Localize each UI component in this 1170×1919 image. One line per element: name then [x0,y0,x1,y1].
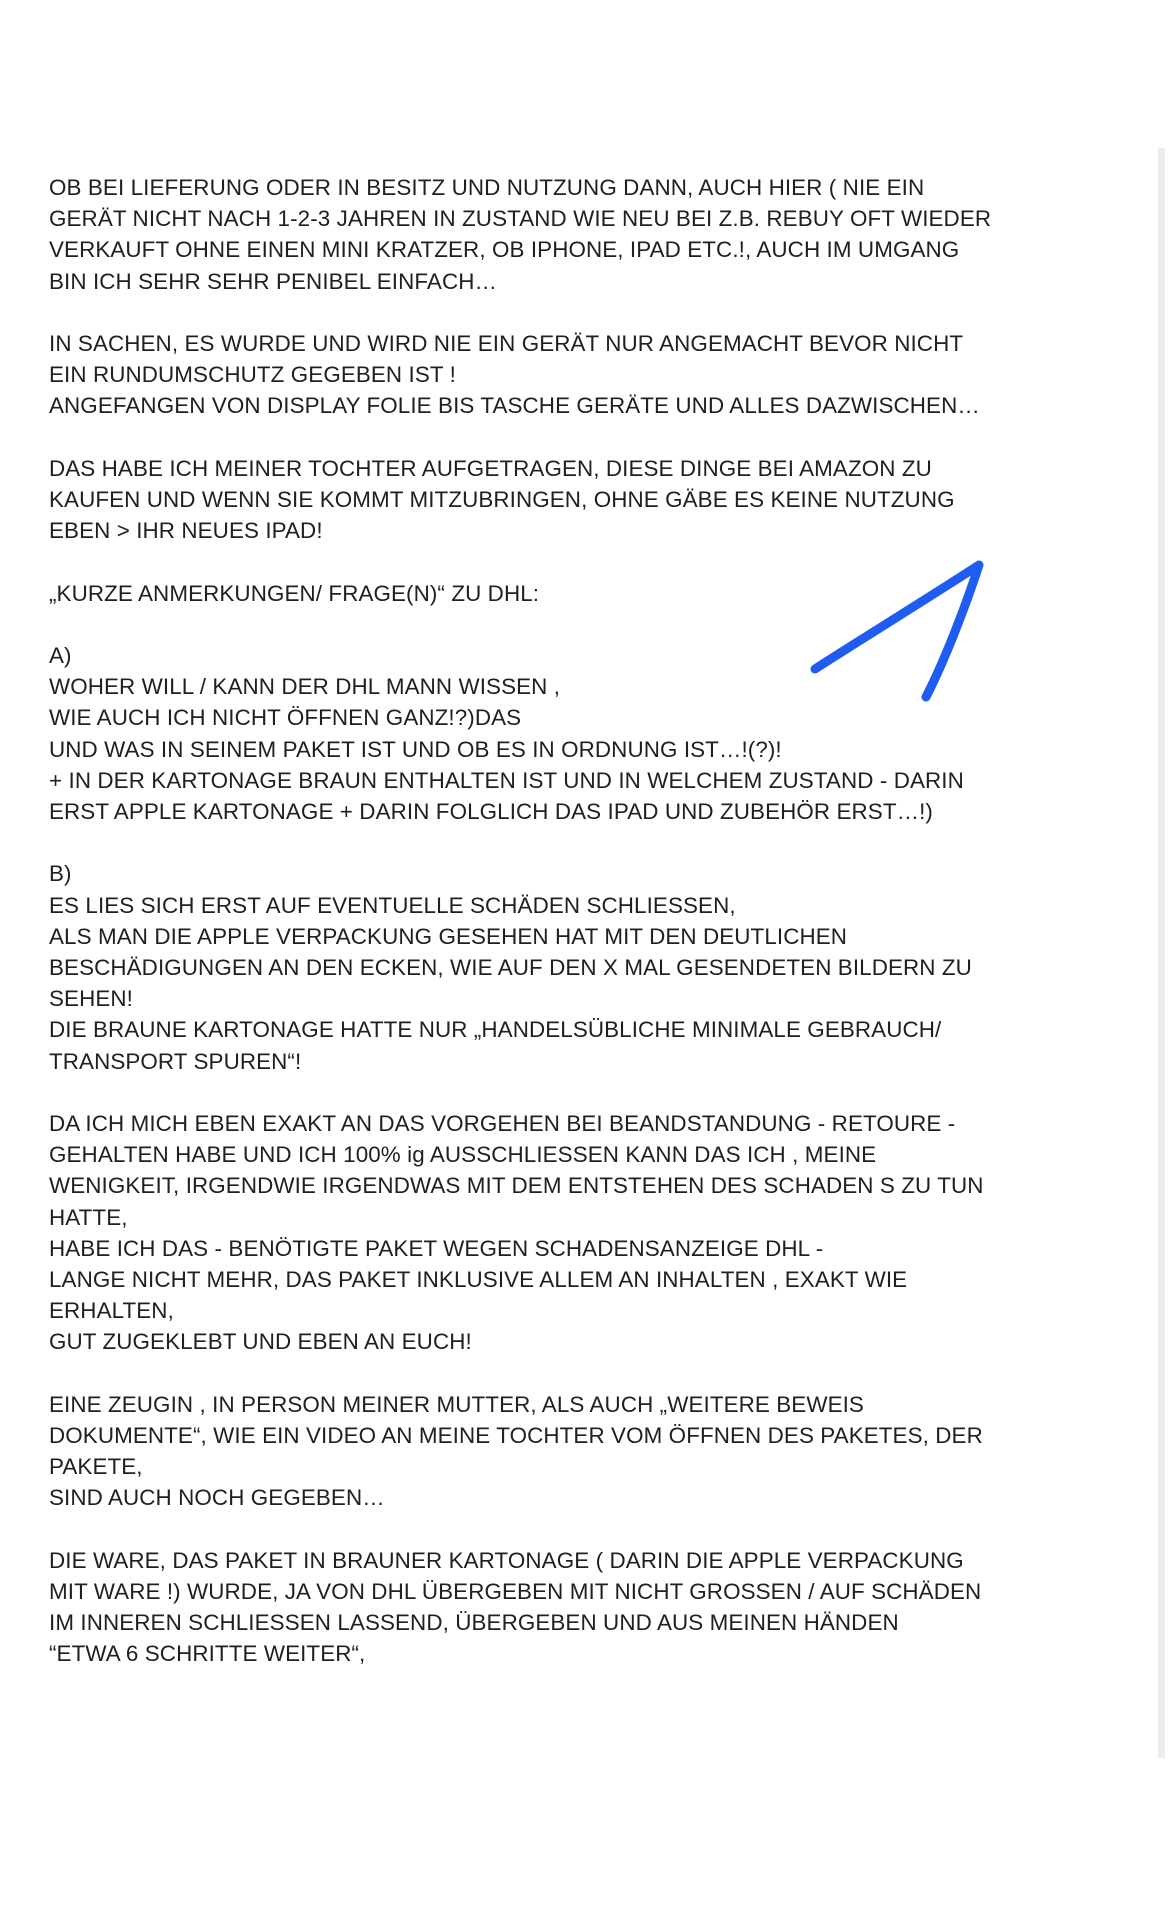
text-line: ALS MAN DIE APPLE VERPACKUNG GESEHEN HAT MIT DEN DEUTLICHEN [49,923,848,949]
text-line: ANGEFANGEN VON DISPLAY FOLIE BIS TASCHE GERÄTE UND ALLES DAZWISCHEN… [49,393,980,419]
paragraph-8 [49,1389,1109,1514]
paragraph-5-point-a [49,640,1109,827]
text-line: IM INNEREN SCHLIESSEN LASSEND, ÜBERGEBEN UND AUS MEINEN HÄNDEN [49,1610,899,1636]
document-body [49,172,1109,1701]
paragraph-6-point-b [49,858,1109,1076]
text-line: ERST APPLE KARTONAGE + DARIN FOLGLICH DAS IPAD UND ZUBEHÖR ERST…!) [49,799,933,824]
text-line: DIE WARE, DAS PAKET IN BRAUNER KARTONAGE ( DARIN DIE APPLE VERPACKUNG [49,1547,964,1573]
text-line: VERKAUFT OHNE EINEN MINI KRATZER, OB IPHONE, IPAD ETC.!, AUCH IM UMGANG [49,237,960,263]
text-line: EIN RUNDUMSCHUTZ GEGEBEN IST ! [49,362,456,388]
text-line: SEHEN! [49,986,133,1012]
paragraph-1 [49,172,1109,297]
text-line: + IN DER KARTONAGE BRAUN ENTHALTEN IST UND IN WELCHEM ZUSTAND - DARIN [49,767,964,793]
paragraph-2 [49,328,1109,422]
section-heading: „KURZE ANMERKUNGEN/ FRAGE(N)“ ZU DHL: [49,580,540,606]
text-line: ES LIES SICH ERST AUF EVENTUELLE SCHÄDEN SCHLIESSEN, [49,892,736,918]
text-line: LANGE NICHT MEHR, DAS PAKET INKLUSIVE ALLEM AN INHALTEN , EXAKT WIE [49,1267,908,1293]
text-line: WIE AUCH ICH NICHT ÖFFNEN GANZ!?)DAS [49,705,522,731]
point-label-a: A) [49,642,72,668]
text-line: “ETWA 6 SCHRITTE WEITER“, [49,1641,366,1667]
text-line: SIND AUCH NOCH GEGEBEN… [49,1485,385,1511]
text-line: DOKUMENTE“, WIE EIN VIDEO AN MEINE TOCHTER VOM ÖFFNEN DES PAKETES, DER [49,1423,983,1449]
text-line: WENIGKEIT, IRGENDWIE IRGENDWAS MIT DEM ENTSTEHEN DES SCHADEN S ZU TUN [49,1173,984,1199]
scroll-track[interactable] [1158,148,1165,1758]
text-line: HABE ICH DAS - BENÖTIGTE PAKET WEGEN SCHADENSANZEIGE DHL - [49,1235,824,1261]
text-line: MIT WARE !) WURDE, JA VON DHL ÜBERGEBEN MIT NICHT GROSSEN / AUF SCHÄDEN [49,1579,982,1605]
text-line: UND WAS IN SEINEM PAKET IST UND OB ES IN ORDNUNG IST…!(?)! [49,736,782,762]
text-line: ERHALTEN, [49,1298,174,1324]
text-line: WOHER WILL / KANN DER DHL MANN WISSEN , [49,674,561,700]
text-line: DAS HABE ICH MEINER TOCHTER AUFGETRAGEN, DIESE DINGE BEI AMAZON ZU [49,455,932,481]
text-line: EBEN > IHR NEUES IPAD! [49,518,323,544]
paragraph-4-heading [49,578,1109,609]
text-line: GUT ZUGEKLEBT UND EBEN AN EUCH! [49,1329,472,1355]
text-line: BESCHÄDIGUNGEN AN DEN ECKEN, WIE AUF DEN X MAL GESENDETEN BILDERN ZU [49,955,972,980]
text-line: DIE BRAUNE KARTONAGE HATTE NUR „HANDELSÜBLICHE MINIMALE GEBRAUCH/ [49,1017,942,1043]
text-line: KAUFEN UND WENN SIE KOMMT MITZUBRINGEN, OHNE GÄBE ES KEINE NUTZUNG [49,487,955,512]
text-line: GERÄT NICHT NACH 1-2-3 JAHREN IN ZUSTAND WIE NEU BEI Z.B. REBUY OFT WIEDER [49,206,992,232]
text-line: DA ICH MICH EBEN EXAKT AN DAS VORGEHEN BEI BEANDSTANDUNG - RETOURE - [49,1111,956,1136]
text-line: HATTE, [49,1204,128,1230]
text-line: TRANSPORT SPUREN“! [49,1048,302,1074]
text-line: BIN ICH SEHR SEHR PENIBEL EINFACH… [49,268,497,294]
paragraph-9 [49,1545,1109,1670]
paragraph-3 [49,453,1109,547]
paragraph-7 [49,1108,1109,1358]
text-line: GEHALTEN HABE UND ICH 100% ig AUSSCHLIESSEN KANN DAS ICH , MEINE [49,1142,877,1168]
text-line: IN SACHEN, ES WURDE UND WIRD NIE EIN GERÄT NUR ANGEMACHT BEVOR NICHT [49,331,964,356]
text-line: OB BEI LIEFERUNG ODER IN BESITZ UND NUTZUNG DANN, AUCH HIER ( NIE EIN [49,175,925,200]
text-line: EINE ZEUGIN , IN PERSON MEINER MUTTER, ALS AUCH „WEITERE BEWEIS [49,1391,864,1417]
text-line: PAKETE, [49,1454,143,1480]
point-label-b: B) [49,861,72,887]
